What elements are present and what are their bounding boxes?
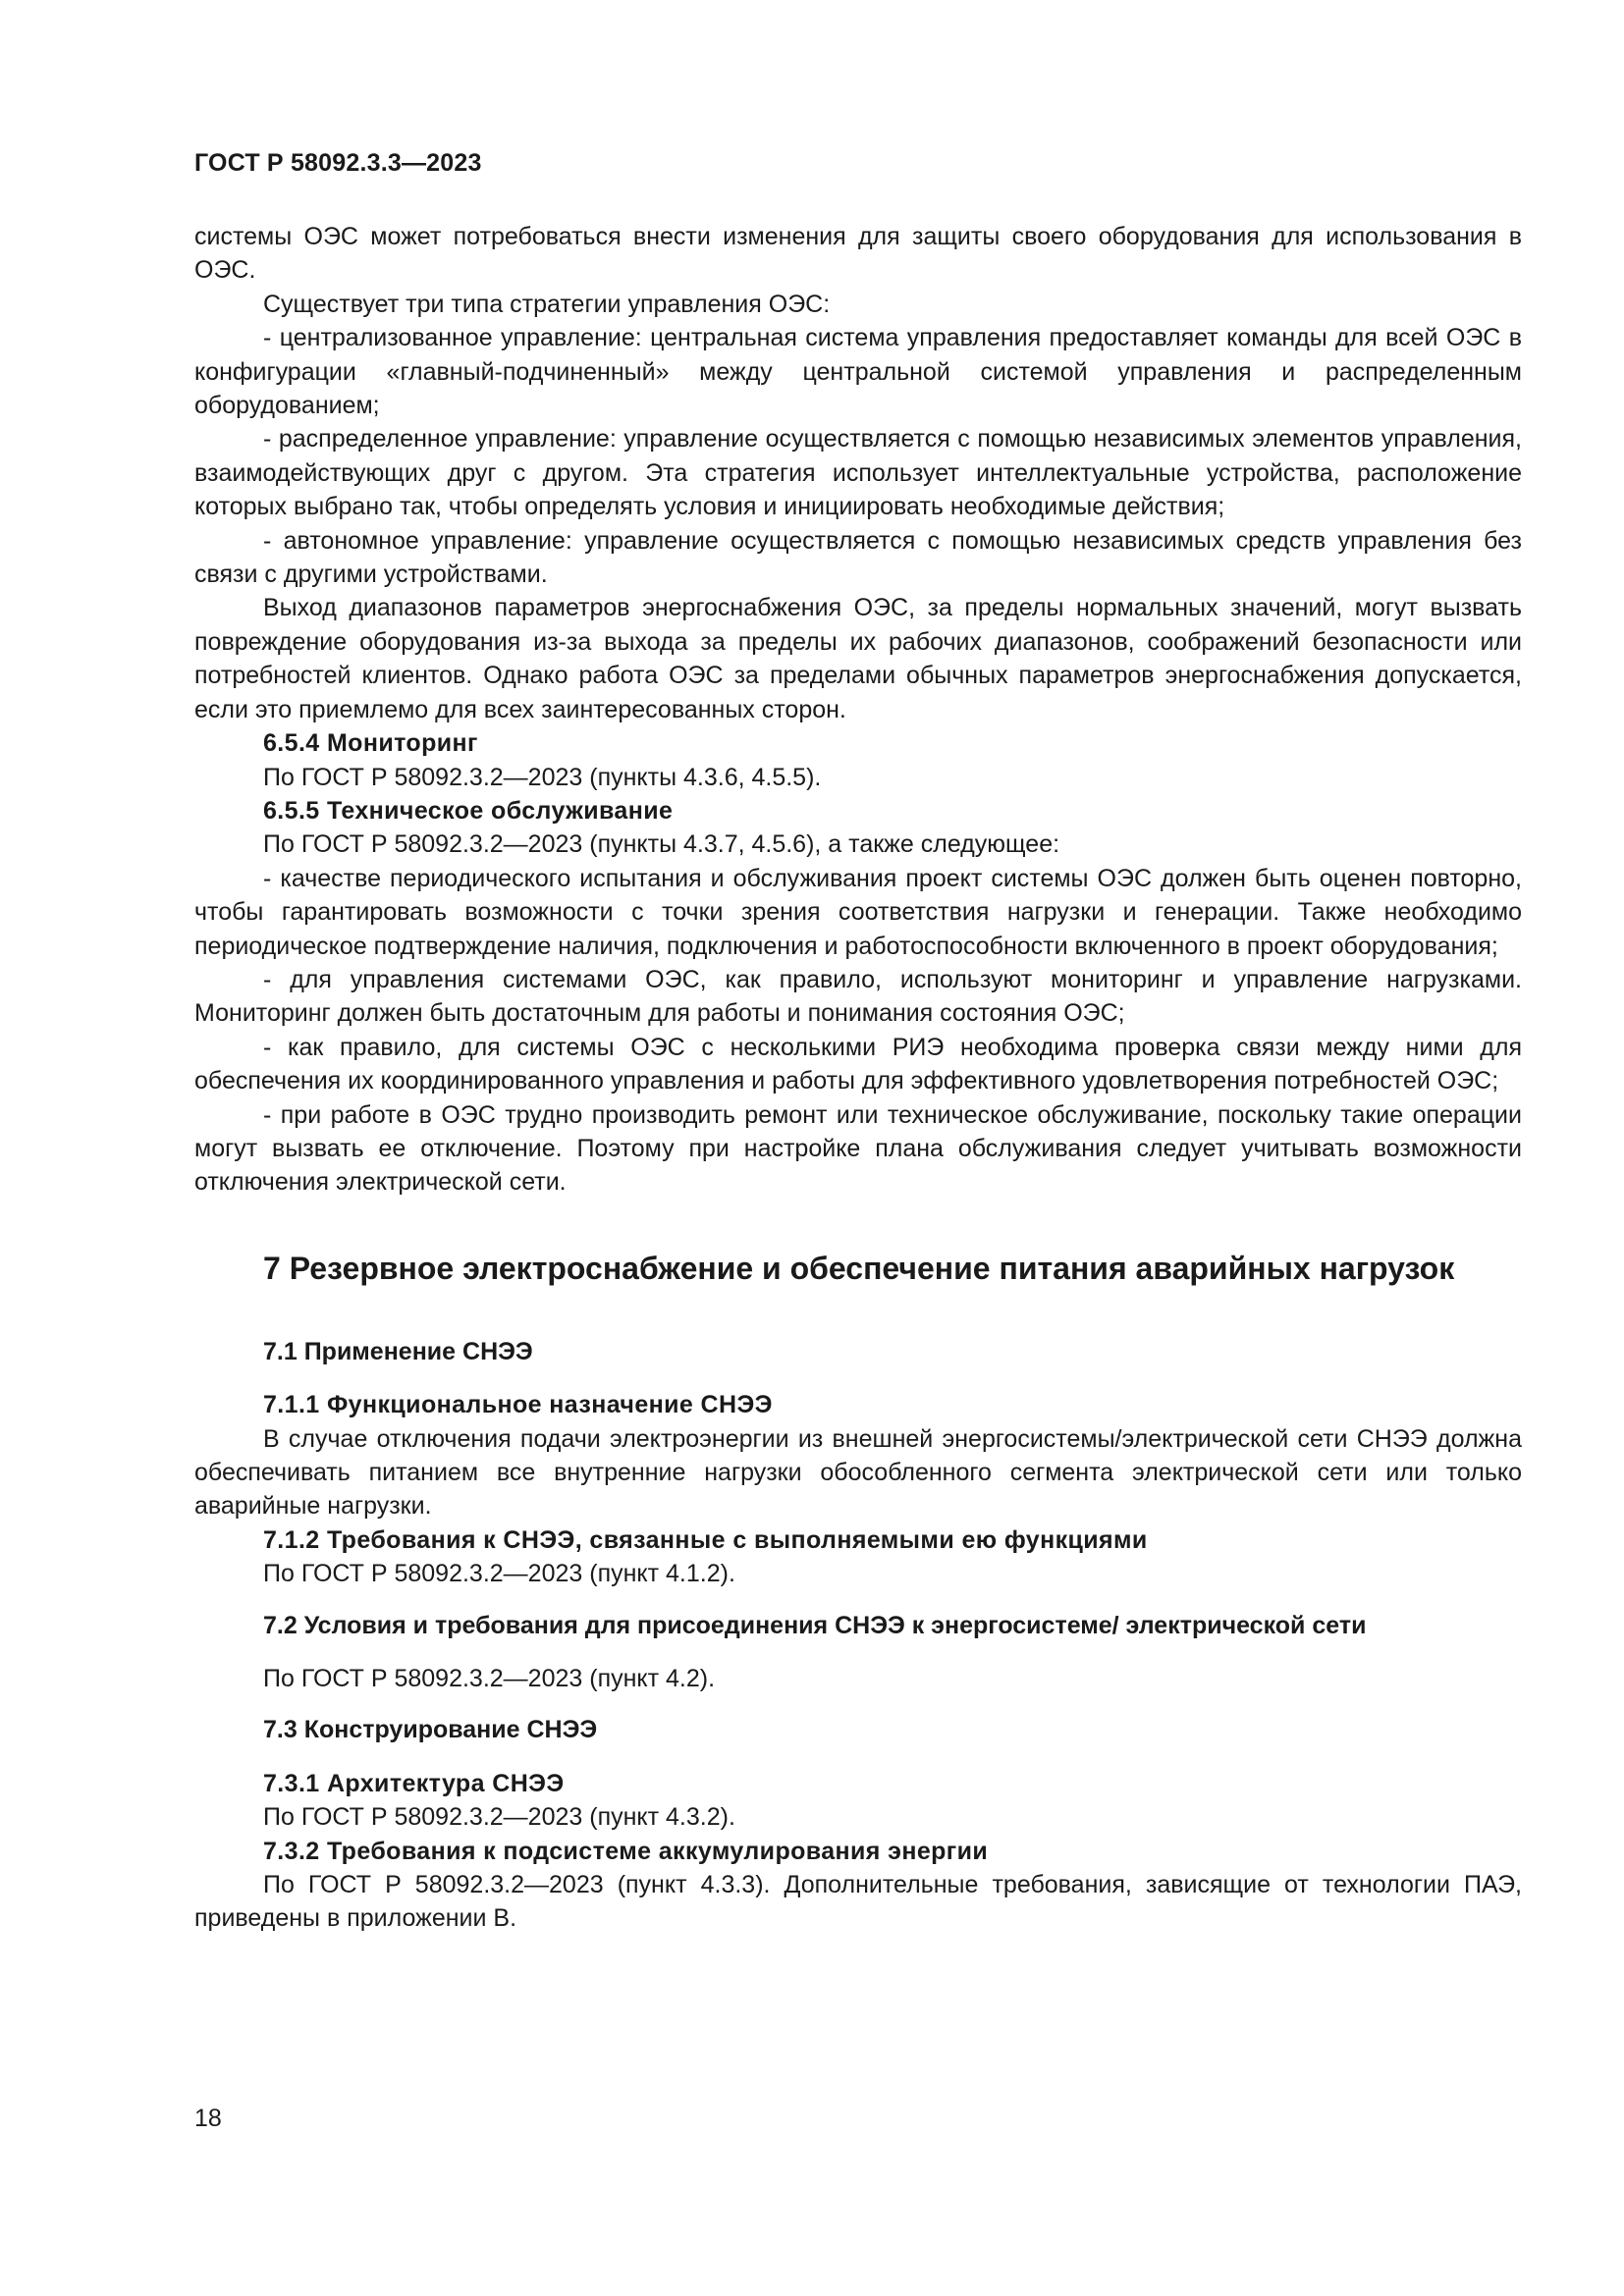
section-heading-6-5-4: 6.5.4 Мониторинг: [263, 729, 478, 758]
section-heading-6-5-5: 6.5.5 Техническое обслуживание: [263, 796, 674, 825]
paragraph: По ГОСТ Р 58092.3.2—2023 (пункт 4.1.2).: [263, 1560, 735, 1588]
paragraph: По ГОСТ Р 58092.3.2—2023 (пункт 4.3.2).: [263, 1803, 735, 1832]
paragraph: системы ОЭС может потребоваться внести изменения для защиты своего оборудования для использования в ОЭС.: [194, 223, 1522, 285]
list-item: - качестве периодического испытания и обслуживания проект системы ОЭС должен быть оценен повторно, чтобы гарантировать возможности с точки зрения соответствия нагрузки и генерации. Также необходимо периодическое подтверждение наличия, подключения и работоспособности включенного в проект оборудования;: [194, 864, 1522, 960]
list-item: - как правило, для системы ОЭС с несколькими РИЭ необходима проверка связи между ними для обеспечения их координированного управления и работы для эффективного удовлетворения потребностей ОЭС;: [194, 1033, 1522, 1095]
paragraph: Существует три типа стратегии управления ОЭС:: [263, 290, 831, 318]
page-body: [194, 220, 1522, 1936]
paragraph: По ГОСТ Р 58092.3.2—2023 (пункт 4.3.3). Дополнительные требования, зависящие от технологии ПАЭ, приведены в приложении В.: [194, 1871, 1522, 1933]
page-number: 18: [194, 2105, 222, 2132]
paragraph: В случае отключения подачи электроэнергии из внешней энергосистемы/электрической сети СНЭЭ должна обеспечивать питанием все внутренние нагрузки обособленного сегмента электрической сети или только аварийные нагрузки.: [194, 1424, 1522, 1521]
section-heading-7-2: 7.2 Условия и требования для присоединения СНЭЭ к энергосистеме/ электрической сети: [263, 1611, 1367, 1639]
paragraph: По ГОСТ Р 58092.3.2—2023 (пункты 4.3.7, 4.5.6), а также следующее:: [263, 830, 1060, 859]
paragraph: Выход диапазонов параметров энергоснабжения ОЭС, за пределы нормальных значений, могут вызвать повреждение оборудования из-за выхода за пределы их рабочих диапазонов, соображений безопасности или потребностей клиентов. Однако работа ОЭС за пределами обычных параметров энергоснабжения допускается, если это приемлемо для всех заинтересованных сторон.: [194, 594, 1522, 723]
document-header: ГОСТ Р 58092.3.3—2023: [194, 149, 482, 177]
section-heading-7-1-1: 7.1.1 Функциональное назначение СНЭЭ: [263, 1391, 773, 1419]
list-item: - распределенное управление: управление осуществляется с помощью независимых элементов управления, взаимодействующих друг с другом. Эта стратегия использует интеллектуальные устройства, расположение которых выбрано так, чтобы определять условия и инициировать необходимые действия;: [194, 425, 1522, 521]
paragraph: По ГОСТ Р 58092.3.2—2023 (пункт 4.2).: [263, 1665, 716, 1693]
list-item: - при работе в ОЭС трудно производить ремонт или техническое обслуживание, поскольку такие операции могут вызвать ее отключение. Поэтому при настройке плана обслуживания следует учитывать возможности отключения электрической сети.: [194, 1100, 1522, 1197]
section-heading-7-3-2: 7.3.2 Требования к подсистеме аккумулирования энергии: [263, 1837, 989, 1865]
list-item: - автономное управление: управление осуществляется с помощью независимых средств управления без связи с другими устройствами.: [194, 526, 1522, 589]
section-heading-7-1: 7.1 Применение СНЭЭ: [263, 1337, 533, 1365]
paragraph: По ГОСТ Р 58092.3.2—2023 (пункты 4.3.6, 4.5.5).: [263, 763, 822, 791]
chapter-heading-7: 7 Резервное электроснабжение и обеспечение питания аварийных нагрузок: [263, 1250, 1455, 1286]
section-heading-7-3: 7.3 Конструирование СНЭЭ: [263, 1716, 598, 1744]
section-heading-7-1-2: 7.1.2 Требования к СНЭЭ, связанные с выполняемыми ею функциями: [263, 1525, 1148, 1554]
list-item: - для управления системами ОЭС, как правило, используют мониторинг и управление нагрузками. Мониторинг должен быть достаточным для работы и понимания состояния ОЭС;: [194, 965, 1522, 1028]
list-item: - централизованное управление: центральная система управления предоставляет команды для всей ОЭС в конфигурации «главный-подчиненный» между центральной системой управления и распределенным оборудованием;: [194, 324, 1522, 420]
section-heading-7-3-1: 7.3.1 Архитектура СНЭЭ: [263, 1769, 565, 1797]
